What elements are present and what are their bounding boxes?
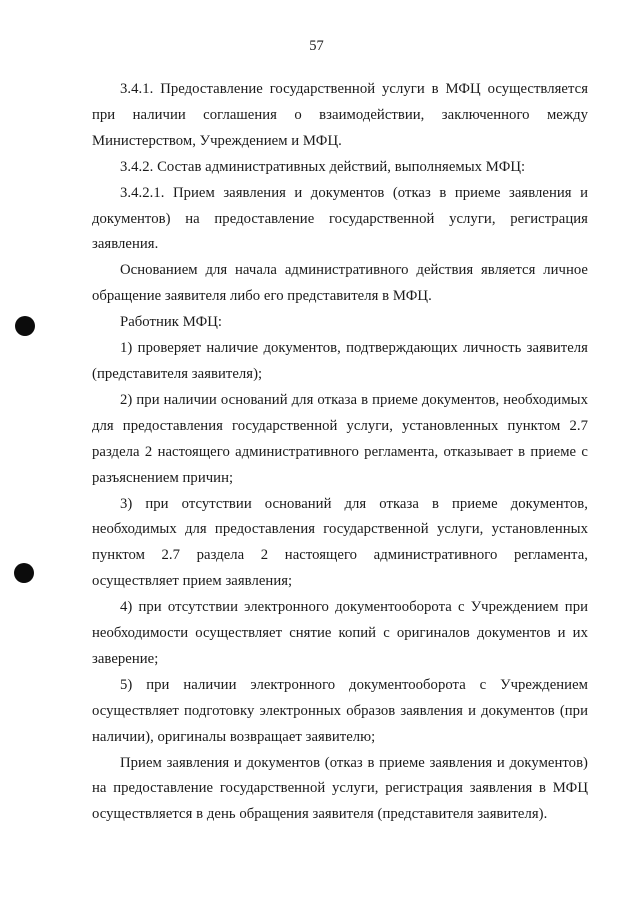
document-body xyxy=(92,77,588,828)
punch-hole-mark xyxy=(15,316,35,336)
list-item-5: 5) при наличии электронного документооборота с Учреждением осуществляет подготовку электронных образов заявления и документов (при наличии), оригиналы возвращает заявителю; xyxy=(92,676,588,745)
paragraph-basis: Основанием для начала административного действия является личное обращение заявителя либо его представителя в МФЦ. xyxy=(92,262,588,305)
paragraph-closing: Прием заявления и документов (отказ в приеме заявления и документов) на предоставление государственной услуги, регистрация заявления в МФЦ осуществляется в день обращения заявителя (представителя заявителя). xyxy=(92,754,588,823)
list-item-3: 3) при отсутствии оснований для отказа в приеме документов, необходимых для предоставления государственной услуги, установленных пунктом 2.7 раздела 2 настоящего административного регламента, осуществляет прием заявления; xyxy=(92,495,588,590)
paragraph-3-4-1: 3.4.1. Предоставление государственной услуги в МФЦ осуществляется при наличии соглашения о взаимодействии, заключенного между Министерством, Учреждением и МФЦ. xyxy=(92,81,588,149)
list-item-2: 2) при наличии оснований для отказа в приеме документов, необходимых для предоставления государственной услуги, установленных пунктом 2.7 раздела 2 настоящего административного регламента, отказывает в приеме с разъяснением причин; xyxy=(92,391,588,486)
list-item-1: 1) проверяет наличие документов, подтверждающих личность заявителя (представителя заявителя); xyxy=(92,340,588,382)
punch-hole-mark xyxy=(14,563,34,583)
paragraph-worker-heading: Работник МФЦ: xyxy=(120,314,223,331)
paragraph-3-4-2: 3.4.2. Состав административных действий, выполняемых МФЦ: xyxy=(120,158,526,175)
page-number: 57 xyxy=(309,38,324,54)
paragraph-3-4-2-1: 3.4.2.1. Прием заявления и документов (отказ в приеме заявления и документов) на предоставление государственной услуги, регистрация заявления. xyxy=(92,184,588,253)
list-item-4: 4) при отсутствии электронного документооборота с Учреждением при необходимости осуществляет снятие копий с оригиналов документов и их заверение; xyxy=(92,599,588,667)
